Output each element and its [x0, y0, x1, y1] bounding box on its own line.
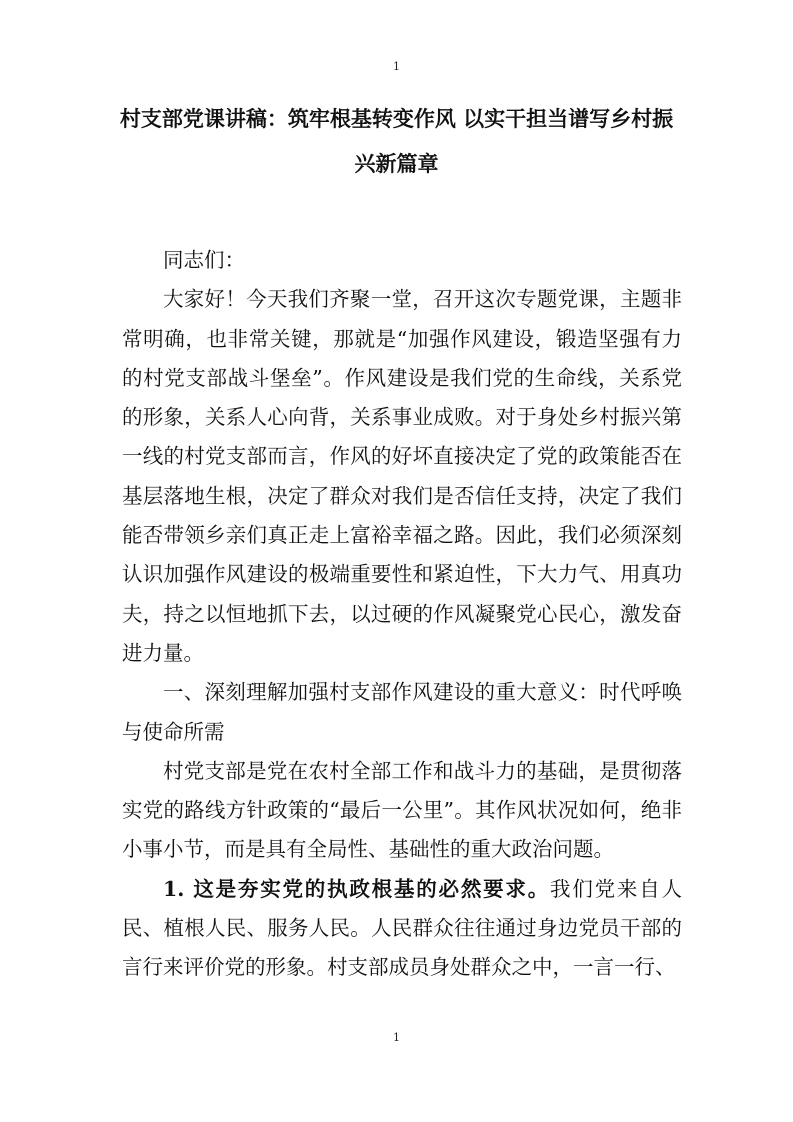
- paragraph-salutation: 同志们：: [163, 248, 245, 272]
- page-number-top: 1: [393, 60, 400, 73]
- paragraph-intro: 大家好！今天我们齐聚一堂，召开这次专题党课，主题非常明确，也非常关键，那就是“加强作风建设，锻造坚强有力的村党支部战斗堡垒”。作风建设是我们党的生命线，关系党的形象，关系人心向背，关系事业成败。对于身处乡村振兴第一线的村党支部而言，作风的好坏直接决定了党的政策能否在基层落地生根，决定了群众对我们是否信任支持，决定了我们能否带领乡亲们真正走上富裕幸福之路。因此，我们必须深刻认识加强作风建设的极端重要性和紧迫性，下大力气、用真功夫，持之以恒地抓下去，以过硬的作风凝聚党心民心，激发奋进力量。: [122, 287, 682, 665]
- section-heading-1: 一、深刻理解加强村支部作风建设的重大意义：时代呼唤与使命所需: [122, 680, 682, 744]
- point-1-text: 我们党来自人民、植根人民、服务人民。人民群众往往通过身边党员干部的言行来评价党的形象。村支部成员身处群众之中，一言一行、: [122, 876, 682, 980]
- document-title: 村支部党课讲稿：筑牢根基转变作风 以实干担当谱写乡村振兴新篇章: [119, 106, 674, 176]
- paragraph-point-1: [122, 870, 682, 988]
- document-body: [122, 241, 682, 988]
- paragraph-section-1: 村党支部是党在农村全部工作和战斗力的基础，是贯彻落实党的路线方针政策的“最后一公里”。其作风状况如何，绝非小事小节，而是具有全局性、基础性的重大政治问题。: [122, 758, 682, 862]
- page-number-bottom: 1: [393, 1031, 400, 1044]
- point-1-heading: 1. 这是夯实党的执政根基的必然要求。: [163, 876, 551, 901]
